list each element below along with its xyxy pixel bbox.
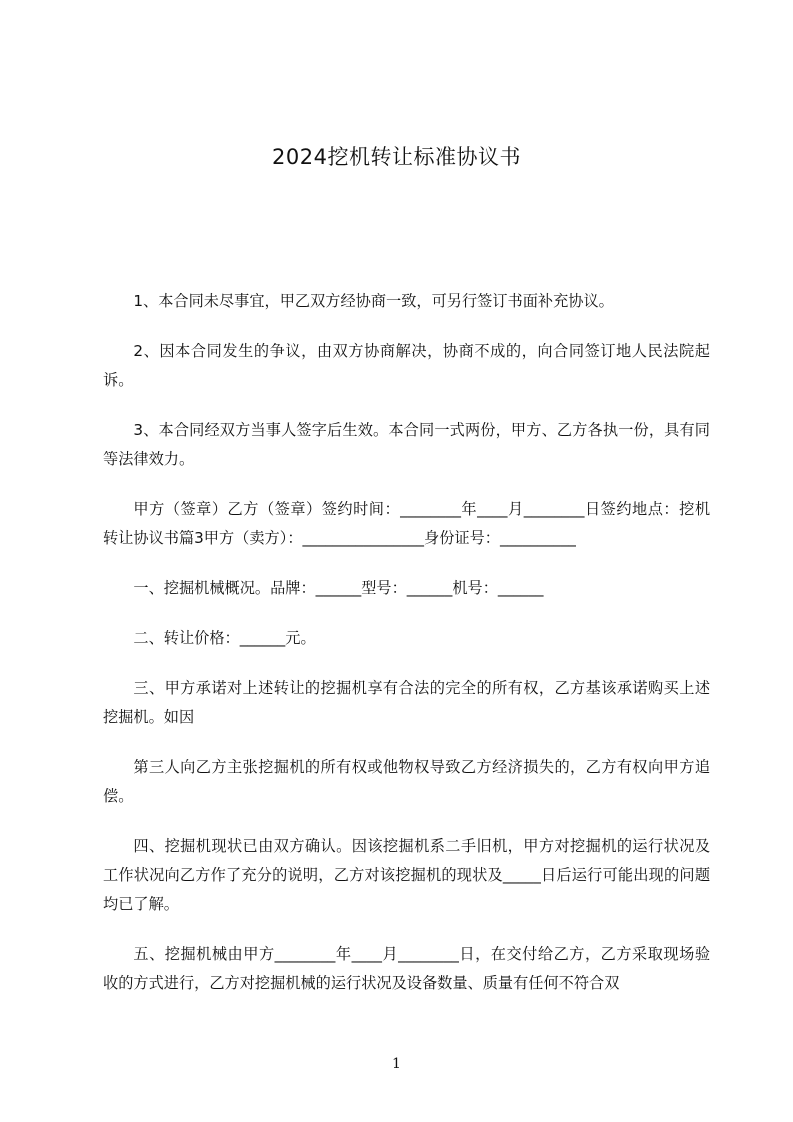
paragraph-machine-condition: 四、挖掘机现状已由双方确认。因该挖掘机系二手旧机，甲方对挖掘机的运行状况及工作状况向乙方作了充分的说明，乙方对该挖掘机的现状及_____日后运行可能出现的问题均已了解。 bbox=[103, 837, 710, 913]
page-number: 1 bbox=[392, 1056, 401, 1072]
paragraph-delivery: 五、挖掘机械由甲方________年____月________日，在交付给乙方，乙方采取现场验收的方式进行，乙方对挖掘机械的运行状况及设备数量、质量有任何不符合双 bbox=[103, 945, 710, 992]
document-body bbox=[103, 287, 710, 1019]
paragraph-clause-2: 2、因本合同发生的争议，由双方协商解决，协商不成的，向合同签订地人民法院起诉。 bbox=[103, 342, 710, 389]
paragraph-clause-3: 3、本合同经双方当事人签字后生效。本合同一式两份，甲方、乙方各执一份，具有同等法律效力。 bbox=[103, 421, 710, 468]
document-title: 2024挖机转让标准协议书 bbox=[272, 145, 521, 169]
paragraph-clause-1: 1、本合同未尽事宜，甲乙双方经协商一致，可另行签订书面补充协议。 bbox=[133, 292, 614, 310]
paragraph-third-party-claim: 第三人向乙方主张挖掘机的所有权或他物权导致乙方经济损失的，乙方有权向甲方追偿。 bbox=[103, 758, 710, 805]
paragraph-signature-line: 甲方（签章）乙方（签章）签约时间：________年____月________日签约地点：挖机转让协议书篇3甲方（卖方）：________________身份证号：__________ bbox=[103, 500, 710, 547]
paragraph-transfer-price: 二、转让价格：______元。 bbox=[133, 629, 316, 647]
paragraph-machine-overview: 一、挖掘机械概况。品牌：______型号：______机号：______ bbox=[133, 579, 544, 597]
paragraph-ownership-guarantee: 三、甲方承诺对上述转让的挖掘机享有合法的完全的所有权，乙方基该承诺购买上述挖掘机。如因 bbox=[103, 679, 710, 726]
